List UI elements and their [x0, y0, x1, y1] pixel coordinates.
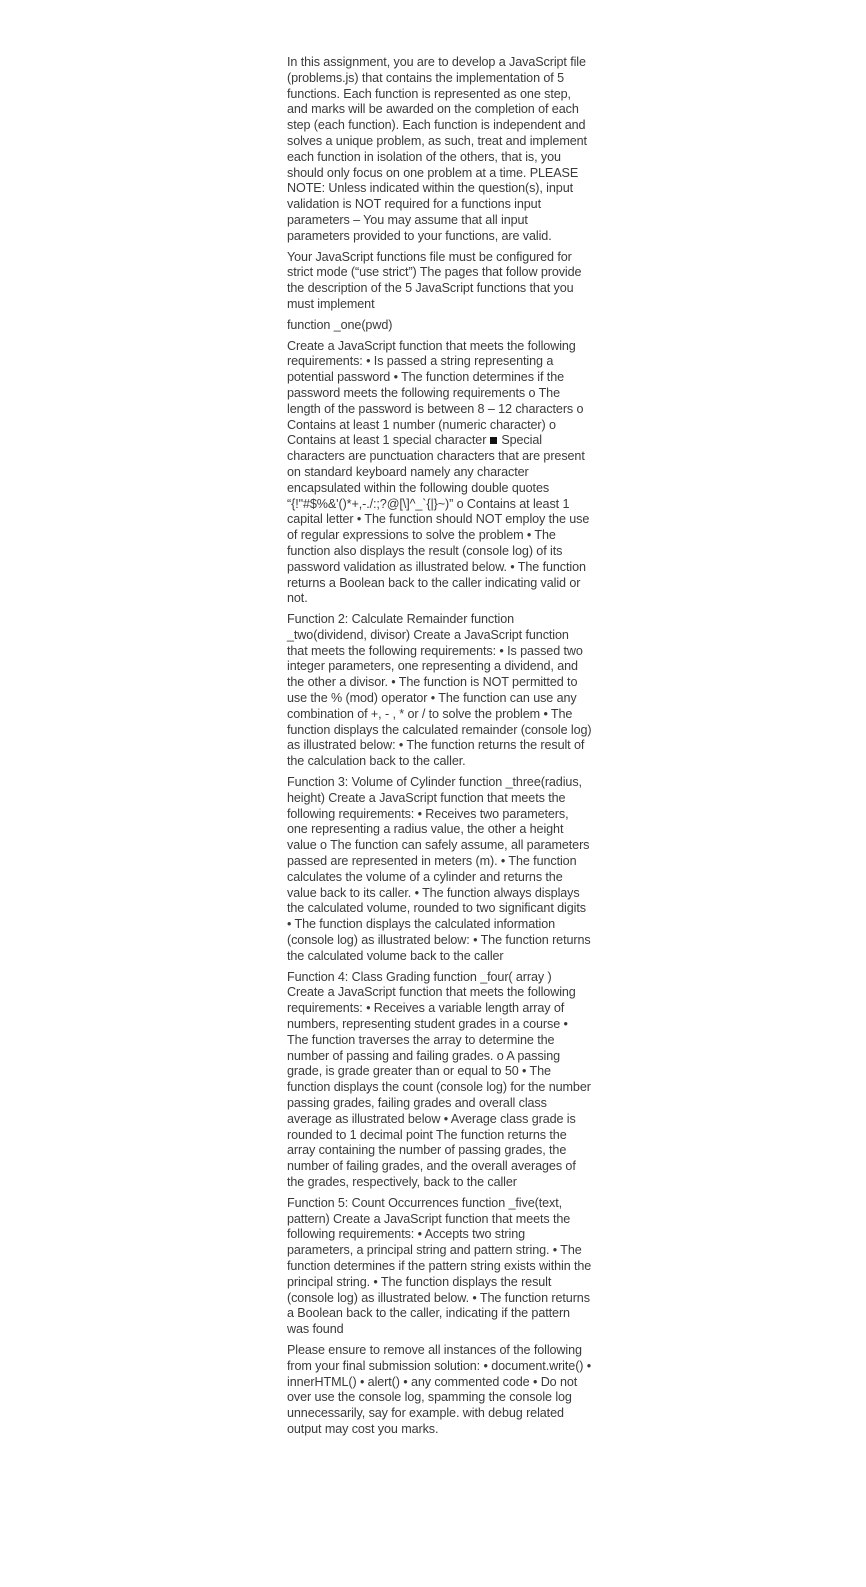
function-three-section: Function 3: Volume of Cylinder function _three(radius, height) Create a JavaScript function that meets the following requirements: • Receives two parameters, one representing a radius value, the other a height value o The function can safely assume, all parameters passed are represented in meters (m). • The function calculates the volume of a cylinder and returns the value back to its caller. • The function always displays the calculated volume, rounded to two significant digits • The function displays the calculated information (console log) as illustrated below: • The function returns the calculated volume back to the caller	[287, 775, 591, 963]
function-five-section: Function 5: Count Occurrences function _five(text, pattern) Create a JavaScript function that meets the following requirements: • Accepts two string parameters, a principal string and pattern string. • The function determines if the pattern string exists within the principal string. • The function displays the result (console log) as illustrated below. • The function returns a Boolean back to the caller, indicating if the pattern was found	[287, 1195, 592, 1337]
function-one-heading: function _one(pwd)	[287, 317, 393, 332]
square-bullet-icon	[490, 437, 497, 444]
function-one-description	[287, 339, 592, 608]
function-four-section: Function 4: Class Grading function _four( array ) Create a JavaScript function that meets the following requirements: • Receives a variable length array of numbers, representing student grades in a course • The function traverses the array to determine the number of passing and failing grades. o A passing grade, is grade greater than or equal to 50 • The function displays the count (console log) for the number passing grades, failing grades and overall class average as illustrated below • Average class grade is rounded to 1 decimal point The function returns the array containing the number of passing grades, the number of failing grades, and the overall averages of the grades, respectively, back to the caller	[287, 969, 591, 1189]
submission-notes: Please ensure to remove all instances of the following from your final submission solution: • document.write() • innerHTML() • alert() • any commented code • Do not over use the console log, spamming the console log unnecessarily, say for example. with debug related output may cost you marks.	[287, 1342, 592, 1436]
assignment-document	[287, 55, 592, 1443]
strict-mode-paragraph: Your JavaScript functions file must be configured for strict mode (“use strict”) The pages that follow provide the description of the 5 JavaScript functions that you must implement	[287, 249, 582, 311]
intro-paragraph: In this assignment, you are to develop a JavaScript file (problems.js) that contains the implementation of 5 functions. Each function is represented as one step, and marks will be awarded on the completion of each step (each function). Each function is independent and solves a unique problem, as such, treat and implement each function in isolation of the others, that is, you should only focus on one problem at a time. PLEASE NOTE: Unless indicated within the question(s), input validation is NOT required for a functions input parameters – You may assume that all input parameters provided to your functions, are valid.	[287, 55, 587, 243]
function-one-text-part1: Create a JavaScript function that meets the following requirements: • Is passed a string representing a potential password • The function determines if the password meets the following requirements o The length of the password is between 8 – 12 characters o Contains at least 1 number (numeric character) o Contains at least 1 special character	[287, 338, 584, 448]
function-one-text-part2: Special characters are punctuation characters that are present on standard keyboard namely any character encapsulated within the following double quotes “{!"#$%&'()*+,-./:;?@[\]^_`{|}~)” o Contains at least 1 capital letter • The function should NOT employ the use of regular expressions to solve the problem • The function also displays the result (console log) of its password validation as illustrated below. • The function returns a Boolean back to the caller indicating valid or not.	[287, 433, 590, 606]
function-two-section: Function 2: Calculate Remainder function _two(dividend, divisor) Create a JavaScript function that meets the following requirements: • Is passed two integer parameters, one representing a dividend, and the other a divisor. • The function is NOT permitted to use the % (mod) operator • The function can use any combination of +, - , * or / to solve the problem • The function displays the calculated remainder (console log) as illustrated below: • The function returns the result of the calculation back to the caller.	[287, 612, 592, 769]
